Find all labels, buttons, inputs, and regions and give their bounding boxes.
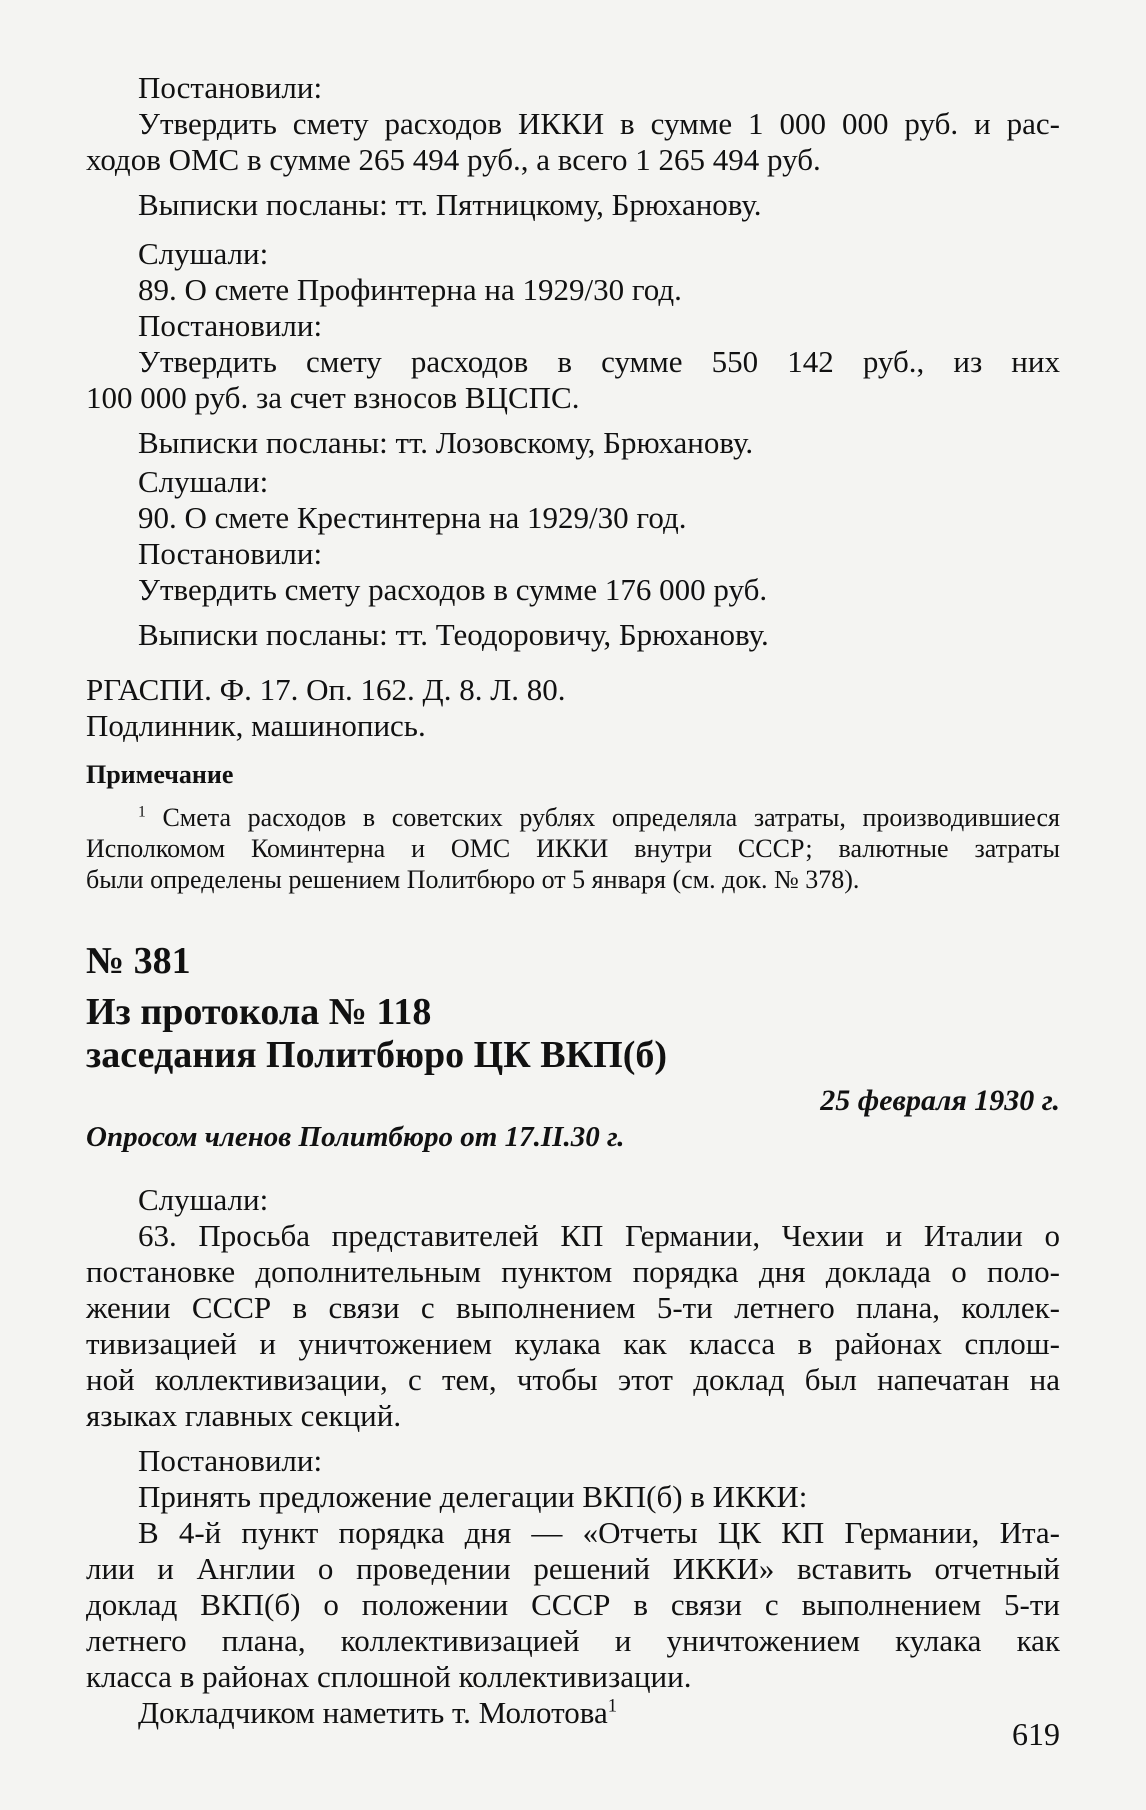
agenda-item: 90. О смете Крестинтерна на 1929/30 год. [138,500,687,535]
document-number: № 381 [86,940,191,982]
section-profintern [86,236,1060,461]
protocol-body [86,1182,1060,1731]
resolution-line: Утвердить смету расходов ИККИ в сумме 1 000 000 руб. и рас- [138,106,1060,141]
resolution-line: 100 000 руб. за счет взносов ВЦСПС. [86,380,580,415]
speaker-line: Докладчиком наметить т. Молотова$^1$ [138,1695,618,1730]
body-line: 63. Просьба представителей КП Германии, Чехии и Италии о [138,1218,1060,1253]
section-icci-budget [86,70,1060,223]
archive-source [86,672,1060,744]
note-line: $^1$ Смета расходов в советских рублях определяла затраты, производившиеся [138,803,1060,832]
resolved-label: Постановили: [138,1443,323,1478]
resolved-label: Постановили: [138,536,323,571]
resolution-line: ходов ОМС в сумме 265 494 руб., а всего 1 265 494 руб. [86,142,821,177]
resolution-line: Утвердить смету расходов в сумме 550 142 руб., из них [138,344,1060,379]
archive-reference: РГАСПИ. Ф. 17. Оп. 162. Д. 8. Л. 80. [86,672,566,707]
body-line: постановке дополнительным пунктом порядка дня доклада о поло- [86,1254,1060,1289]
note-line: были определены решением Политбюро от 5 января (см. док. № 378). [86,865,860,894]
note-mark: 1 [138,803,146,821]
body-line: лии и Англии о проведении решений ИККИ» вставить отчетный [86,1551,1060,1586]
resolved-label: Постановили: [138,70,323,105]
body-line: летнего плана, коллективизацией и уничтожением кулака как [86,1623,1060,1658]
extracts-sent: Выписки посланы: тт. Пятницкому, Брюханову. [138,187,762,222]
document-title: Из протокола № 118 [86,991,432,1033]
note-title: Примечание [86,760,234,789]
heard-label: Слушали: [138,464,269,499]
body-line: тивизацией и уничтожением кулака как класса в районах сплош- [86,1326,1060,1361]
body-line: класса в районах сплошной коллективизации. [86,1659,692,1694]
extracts-sent: Выписки посланы: тт. Лозовскому, Брюханову. [138,425,754,460]
body-line: В 4-й пункт порядка дня — «Отчеты ЦК КП Германии, Ита- [138,1515,1060,1550]
extracts-sent: Выписки посланы: тт. Теодоровичу, Брюханову. [138,617,769,652]
document-title: заседания Политбюро ЦК ВКП(б) [86,1034,668,1076]
note-line: Исполкомом Коминтерна и ОМС ИККИ внутри СССР; валютные затраты [86,834,1060,863]
agenda-item: 89. О смете Профинтерна на 1929/30 год. [138,272,682,307]
document-date: 25 февраля 1930 г. [820,1084,1060,1117]
body-line: ной коллективизации, с тем, чтобы этот доклад был напечатан на [86,1362,1060,1397]
section-krestintern [86,464,1060,653]
heard-label: Слушали: [138,1182,269,1217]
page-number: 619 [1012,1716,1060,1752]
speaker-footnote-mark: 1 [607,1695,618,1717]
body-line: Принять предложение делегации ВКП(б) в ИККИ: [138,1479,808,1514]
original-note: Подлинник, машинопись. [86,708,426,743]
footnote-section [86,759,1060,895]
document-heading [86,940,1060,1155]
body-line: языках главных секций. [86,1398,402,1433]
poll-note: Опросом членов Политбюро от 17.II.30 г. [86,1121,625,1153]
resolved-label: Постановили: [138,308,323,343]
body-line: доклад ВКП(б) о положении СССР в связи с выполнением 5-ти [86,1587,1060,1622]
body-line: жении СССР в связи с выполнением 5-ти летнего плана, коллек- [86,1290,1060,1325]
resolution-line: Утвердить смету расходов в сумме 176 000 руб. [138,572,768,607]
heard-label: Слушали: [138,236,269,271]
